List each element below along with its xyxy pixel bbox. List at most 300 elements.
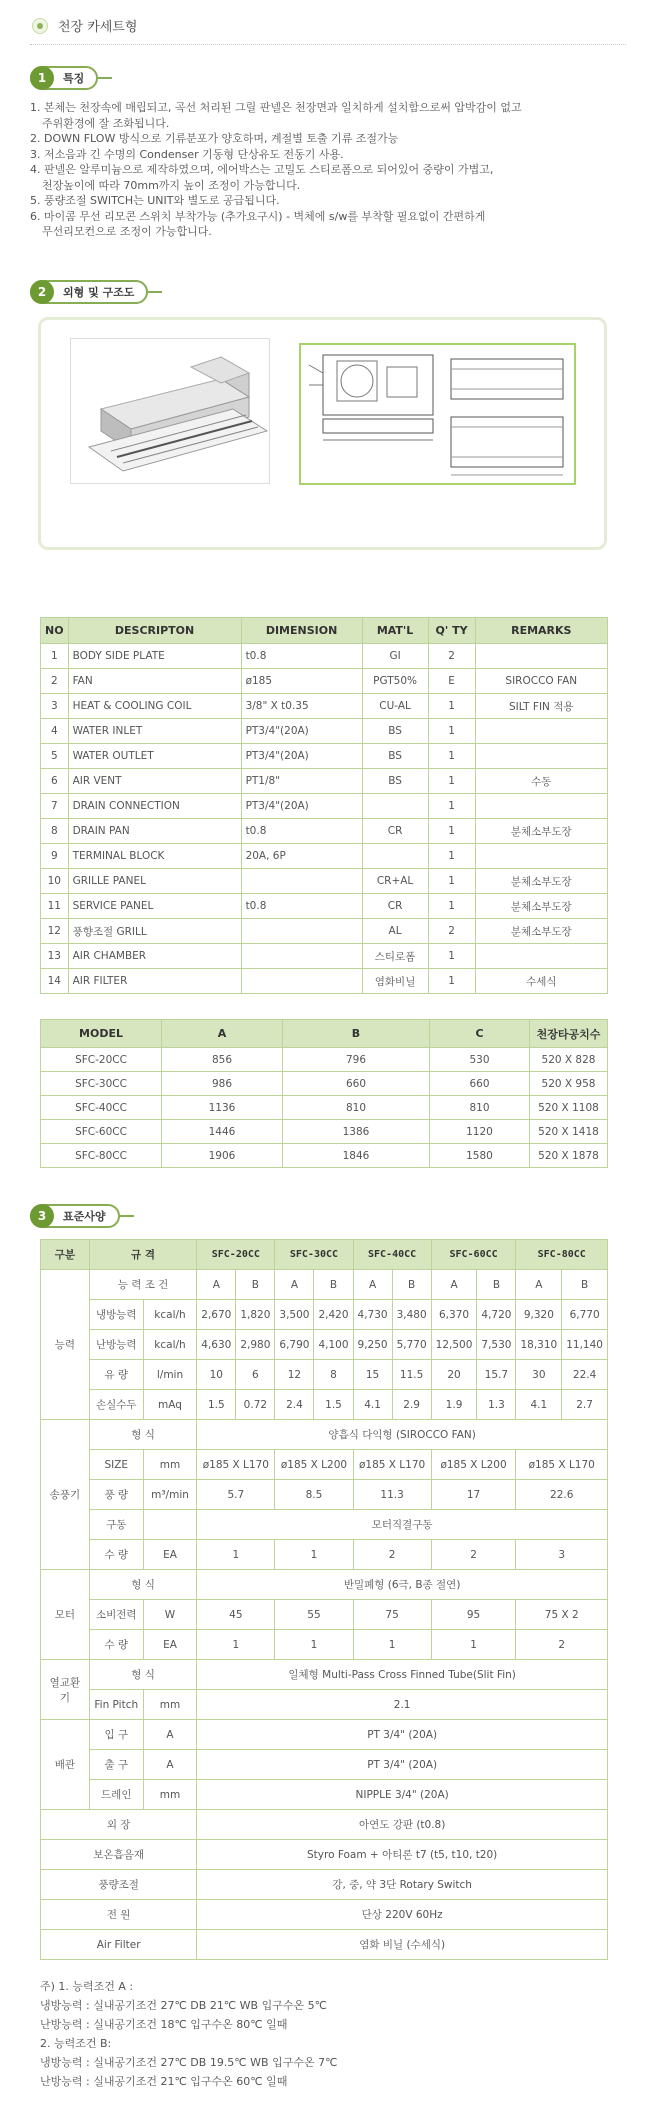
table-cell: 수 량 [89,1540,143,1570]
table-cell: 1906 [162,1144,283,1168]
table-cell: 염화비닐 [362,969,428,994]
table-cell: 유 량 [89,1360,143,1390]
table-cell [362,794,428,819]
table-cell: 20A, 6P [241,844,362,869]
model-dimensions-table [40,1019,608,1168]
table-row [41,1120,608,1144]
section-structure-heading: 2 외형 및 구조도 [30,280,162,304]
spec-header-row [41,1240,608,1270]
table-cell: 3 [41,694,69,719]
table-cell: 520 X 1108 [530,1096,608,1120]
table-cell: 1 [428,769,475,794]
table-row [41,694,608,719]
table-cell: 난방능력 [89,1330,143,1360]
table-cell: SFC-30CC [41,1072,162,1096]
table-cell: 810 [430,1096,530,1120]
page-header [32,16,137,35]
table-cell: 2 [353,1540,431,1570]
table-cell: CR [362,894,428,919]
table-cell: 3 [516,1540,608,1570]
group-label: 송풍기 [41,1420,90,1570]
table-row [41,1780,608,1810]
table-cell: SFC-80CC [516,1240,608,1270]
table-cell: SERVICE PANEL [68,894,241,919]
bullet-icon [32,18,48,34]
group-label: 열교환기 [41,1660,90,1720]
table-cell: mm [143,1690,197,1720]
table-cell [475,944,607,969]
table-cell: SILT FIN 적용 [475,694,607,719]
table-cell: 2,670 [197,1300,236,1330]
table-cell: 1 [197,1630,275,1660]
note-line: 2. 능력조건 B: [40,2037,112,2050]
table-row [41,1810,608,1840]
table-cell: 6,770 [562,1300,608,1330]
table-row [41,669,608,694]
table-row [41,1690,608,1720]
table-cell: AIR VENT [68,769,241,794]
feature-line: 무선리모컨으로 조정이 가능합니다. [42,225,212,238]
table-cell: t0.8 [241,819,362,844]
table-cell: 520 X 1878 [530,1144,608,1168]
table-cell: 4,730 [353,1300,392,1330]
group-label: 모터 [41,1570,90,1660]
table-cell: 1 [428,844,475,869]
table-cell: ø185 X L170 [197,1450,275,1480]
table-cell: 530 [430,1048,530,1072]
table-cell: 22.4 [562,1360,608,1390]
table-cell: 1 [428,719,475,744]
table-cell: 1 [428,819,475,844]
table-cell: A [275,1270,314,1300]
table-row [41,894,608,919]
table-row [41,844,608,869]
table-row [41,944,608,969]
table-cell: 1 [428,794,475,819]
table-cell: MODEL [41,1020,162,1048]
table-cell: SIZE [89,1450,143,1480]
table-row [41,1840,608,1870]
table-cell: 염화 비닐 (수세식) [197,1930,608,1960]
table-cell: B [477,1270,516,1300]
table-row [41,1930,608,1960]
table-cell: A [353,1270,392,1300]
table-cell: 분체소부도장 [475,819,607,844]
table-row [41,1390,608,1420]
table-cell: SFC-40CC [353,1240,431,1270]
table-cell: ø185 X L170 [353,1450,431,1480]
table-row [41,1630,608,1660]
table-cell [475,719,607,744]
table-cell [241,919,362,944]
table-cell: 1120 [430,1120,530,1144]
table-cell: 75 X 2 [516,1600,608,1630]
table-cell: PT3/4"(20A) [241,719,362,744]
table-cell: DESCRIPTON [68,618,241,644]
table-cell: 2 [428,644,475,669]
table-cell: E [428,669,475,694]
table-cell: A [143,1750,197,1780]
table-cell: A [431,1270,477,1300]
table-cell: 형 식 [89,1660,197,1690]
features-list [30,100,630,240]
table-cell: A [197,1270,236,1300]
table-cell: 능 력 조 건 [89,1270,197,1300]
parts-table [40,617,608,994]
table-cell: ø185 [241,669,362,694]
table-cell: 5 [41,744,69,769]
table-cell: TERMINAL BLOCK [68,844,241,869]
table-cell: 660 [283,1072,430,1096]
table-cell: B [562,1270,608,1300]
table-cell: 분체소부도장 [475,869,607,894]
table-cell: 양흡식 다익형 (SIROCCO FAN) [197,1420,608,1450]
table-cell: l/min [143,1360,197,1390]
table-cell: B [314,1270,353,1300]
table-cell: 수세식 [475,969,607,994]
table-cell: 강, 중, 약 3단 Rotary Switch [197,1870,608,1900]
table-cell: 45 [197,1600,275,1630]
table-cell: WATER OUTLET [68,744,241,769]
table-cell: 형 식 [89,1570,197,1600]
table-cell: PT 3/4" (20A) [197,1750,608,1780]
table-cell: 외 장 [41,1810,197,1840]
table-cell: CR [362,819,428,844]
table-cell [362,844,428,869]
spec-table [40,1239,608,1960]
table-cell: 1136 [162,1096,283,1120]
table-cell: 4.1 [516,1390,562,1420]
table-cell: 보온흡음재 [41,1840,197,1870]
table-cell: 2 [516,1630,608,1660]
table-cell: 10 [41,869,69,894]
table-cell: ø185 X L170 [516,1450,608,1480]
table-cell: 형 식 [89,1420,197,1450]
table-cell: 520 X 828 [530,1048,608,1072]
table-cell: NIPPLE 3/4" (20A) [197,1780,608,1810]
table-cell: 소비전력 [89,1600,143,1630]
table-row [41,1540,608,1570]
note-line: 난방능력 : 실내공기조건 18℃ 입구수온 80℃ 일때 [40,2018,288,2031]
table-cell: 1.5 [314,1390,353,1420]
table-row [41,1420,608,1450]
table-cell: W [143,1600,197,1630]
table-cell: 15.7 [477,1360,516,1390]
table-cell: 분체소부도장 [475,894,607,919]
table-cell: PT3/4"(20A) [241,794,362,819]
table-cell: 분체소부도장 [475,919,607,944]
table-cell: REMARKS [475,618,607,644]
table-cell: Fin Pitch [89,1690,143,1720]
table-cell: 1 [197,1540,275,1570]
table-cell: NO [41,618,69,644]
table-cell: 55 [275,1600,353,1630]
table-cell: 반밀폐형 (6극, B종 절연) [197,1570,608,1600]
table-cell: 전 원 [41,1900,197,1930]
table-cell: 796 [283,1048,430,1072]
table-cell: 8 [314,1360,353,1390]
table-row [41,1720,608,1750]
table-cell: 1 [41,644,69,669]
table-cell: BODY SIDE PLATE [68,644,241,669]
table-cell: SFC-60CC [431,1240,516,1270]
table-row [41,869,608,894]
table-cell: A [143,1720,197,1750]
table-cell: 4,100 [314,1330,353,1360]
table-row [41,644,608,669]
table-cell: 6 [41,769,69,794]
table-cell: SFC-20CC [197,1240,275,1270]
table-cell: ø185 X L200 [275,1450,353,1480]
table-cell: 1.9 [431,1390,477,1420]
table-cell: BS [362,719,428,744]
table-cell: 단상 220V 60Hz [197,1900,608,1930]
table-cell: CR+AL [362,869,428,894]
table-cell: 구동 [89,1510,143,1540]
table-cell: 1846 [283,1144,430,1168]
table-cell: 12,500 [431,1330,477,1360]
table-cell [241,969,362,994]
table-cell: 구분 [41,1240,90,1270]
table-row [41,1144,608,1168]
table-cell: 아연도 강판 (t0.8) [197,1810,608,1840]
table-cell: m³/min [143,1480,197,1510]
table-cell: 풍향조절 GRILL [68,919,241,944]
table-cell: Q' TY [428,618,475,644]
table-cell: 10 [197,1360,236,1390]
table-cell: 4.1 [353,1390,392,1420]
table-cell: SFC-30CC [275,1240,353,1270]
table-cell: 2.7 [562,1390,608,1420]
page-title: 천장 카세트형 [58,20,138,35]
note-line: 냉방능력 : 실내공기조건 27℃ DB 21℃ WB 입구수온 5℃ [40,1999,327,2012]
table-cell: 1 [431,1630,516,1660]
section-features-heading: 1 특징 [30,66,112,90]
table-cell: FAN [68,669,241,694]
table-cell: 냉방능력 [89,1300,143,1330]
table-cell: HEAT & COOLING COIL [68,694,241,719]
note-line: 주) 1. 능력조건 A : [40,1980,134,1993]
table-cell: 규 격 [89,1240,197,1270]
table-cell: 일체형 Multi-Pass Cross Finned Tube(Slit Fin) [197,1660,608,1690]
table-cell: 4,630 [197,1330,236,1360]
table-cell: PT1/8" [241,769,362,794]
feature-line: 4. 판넬은 알루미늄으로 제작하였으며, 에어박스는 고밀도 스티로폼으로 되어있어 중량이 가볍고, [30,163,494,176]
table-cell [475,794,607,819]
table-cell [241,944,362,969]
table-cell: DRAIN PAN [68,819,241,844]
table-row [41,769,608,794]
table-cell: 15 [353,1360,392,1390]
group-label: 능력 [41,1270,90,1420]
table-cell: 1 [428,744,475,769]
table-cell: B [392,1270,431,1300]
table-cell: 9 [41,844,69,869]
table-cell: PT3/4"(20A) [241,744,362,769]
notes [40,1977,630,2091]
table-cell: Air Filter [41,1930,197,1960]
table-cell: 18,310 [516,1330,562,1360]
note-line: 냉방능력 : 실내공기조건 27℃ DB 19.5℃ WB 입구수온 7℃ [40,2056,338,2069]
table-cell: 6 [236,1360,275,1390]
table-cell: 8.5 [275,1480,353,1510]
table-cell: 4,720 [477,1300,516,1330]
table-cell [475,744,607,769]
table-cell: SFC-80CC [41,1144,162,1168]
table-row [41,1900,608,1930]
table-cell: 20 [431,1360,477,1390]
table-cell: 1 [275,1540,353,1570]
table-cell: AIR CHAMBER [68,944,241,969]
table-cell: 7,530 [477,1330,516,1360]
table-cell: 12 [275,1360,314,1390]
table-cell: 2,980 [236,1330,275,1360]
table-cell: mm [143,1780,197,1810]
table-cell: PT 3/4" (20A) [197,1720,608,1750]
table-cell: A [516,1270,562,1300]
feature-line: 천장높이에 따라 70mm까지 높이 조정이 가능합니다. [42,178,301,192]
feature-line: 3. 저소음과 긴 수명의 Condenser 기동형 단상유도 전동기 사용. [30,147,344,161]
table-cell: 1 [428,969,475,994]
table-cell: 스티로폼 [362,944,428,969]
table-cell: CU-AL [362,694,428,719]
table-cell: A [162,1020,283,1048]
table-cell: 2 [428,919,475,944]
table-row [41,1660,608,1690]
table-cell: 2,420 [314,1300,353,1330]
table-cell [143,1510,197,1540]
table-cell: 11 [41,894,69,919]
table-cell: 11.3 [353,1480,431,1510]
table-cell: 1.5 [197,1390,236,1420]
table-cell: 드레인 [89,1780,143,1810]
table-cell: SFC-20CC [41,1048,162,1072]
table-cell: 95 [431,1600,516,1630]
table-header-row [41,1020,608,1048]
table-row [41,1570,608,1600]
structure-drawing [299,343,576,485]
table-cell: 6,370 [431,1300,477,1330]
table-cell: 출 구 [89,1750,143,1780]
table-cell: 9,250 [353,1330,392,1360]
table-cell: GI [362,644,428,669]
table-cell: 1.3 [477,1390,516,1420]
group-label: 배관 [41,1720,90,1810]
table-row [41,1300,608,1330]
table-cell: 1580 [430,1144,530,1168]
table-cell: 1 [428,869,475,894]
table-cell: SFC-60CC [41,1120,162,1144]
table-cell: 3/8" X t0.35 [241,694,362,719]
feature-line: 주위환경에 잘 조화됩니다. [42,116,170,130]
section-spec-heading: 3 표준사양 [30,1204,134,1228]
table-cell: PGT50% [362,669,428,694]
table-row [41,1330,608,1360]
table-row [41,919,608,944]
table-row [41,1600,608,1630]
table-cell: B [236,1270,275,1300]
table-cell [241,869,362,894]
table-cell: WATER INLET [68,719,241,744]
table-row [41,1450,608,1480]
table-cell: SFC-40CC [41,1096,162,1120]
feature-line: 2. DOWN FLOW 방식으로 기류분포가 양호하며, 계절별 토출 기류 조절가능 [30,132,399,145]
product-photo [70,338,270,484]
table-cell: EA [143,1630,197,1660]
table-cell: 75 [353,1600,431,1630]
table-row [41,819,608,844]
table-row [41,1870,608,1900]
table-cell: kcal/h [143,1300,197,1330]
table-cell: 11.5 [392,1360,431,1390]
table-cell: t0.8 [241,644,362,669]
table-row [41,1270,608,1300]
table-cell: 1 [428,894,475,919]
feature-line: 6. 마이콤 무선 리모콘 스위치 부착가능 (추가요구시) - 벽체에 s/w를 부착할 필요없이 간편하게 [30,209,486,223]
table-row [41,794,608,819]
table-cell: 810 [283,1096,430,1120]
table-row [41,1510,608,1540]
table-cell: 1446 [162,1120,283,1144]
table-cell: GRILLE PANEL [68,869,241,894]
table-cell [475,844,607,869]
table-cell: 2.9 [392,1390,431,1420]
table-cell: Styro Foam + 아티론 t7 (t5, t10, t20) [197,1840,608,1870]
table-cell: 2.4 [275,1390,314,1420]
table-row [41,1072,608,1096]
table-cell: 30 [516,1360,562,1390]
table-cell: 660 [430,1072,530,1096]
table-cell: 12 [41,919,69,944]
table-cell: 입 구 [89,1720,143,1750]
table-cell: C [430,1020,530,1048]
table-row [41,969,608,994]
table-cell: 천장타공치수 [530,1020,608,1048]
table-cell: 1 [428,694,475,719]
table-row [41,1048,608,1072]
table-cell: ø185 X L200 [431,1450,516,1480]
table-cell: 9,320 [516,1300,562,1330]
table-cell: BS [362,769,428,794]
feature-line: 1. 본체는 천장속에 매립되고, 곡선 처리된 그릴 판넬은 천장면과 일치하게 설치함으로써 압박감이 없고 [30,101,522,114]
table-cell: DRAIN CONNECTION [68,794,241,819]
table-cell: 모터직결구동 [197,1510,608,1540]
table-row [41,1360,608,1390]
table-cell: 풍량조절 [41,1870,197,1900]
table-cell: 5,770 [392,1330,431,1360]
table-cell: 13 [41,944,69,969]
table-cell: 8 [41,819,69,844]
table-cell: 2 [431,1540,516,1570]
table-cell: 수동 [475,769,607,794]
table-cell: 2 [41,669,69,694]
table-cell: BS [362,744,428,769]
table-cell: 1386 [283,1120,430,1144]
table-cell: 11,140 [562,1330,608,1360]
table-row [41,719,608,744]
table-row [41,1096,608,1120]
table-cell: kcal/h [143,1330,197,1360]
table-cell: DIMENSION [241,618,362,644]
table-row [41,744,608,769]
table-header-row [41,618,608,644]
table-cell [475,644,607,669]
table-cell: 3,480 [392,1300,431,1330]
table-cell: t0.8 [241,894,362,919]
table-cell: 14 [41,969,69,994]
table-cell: 520 X 1418 [530,1120,608,1144]
table-cell: 1 [353,1630,431,1660]
